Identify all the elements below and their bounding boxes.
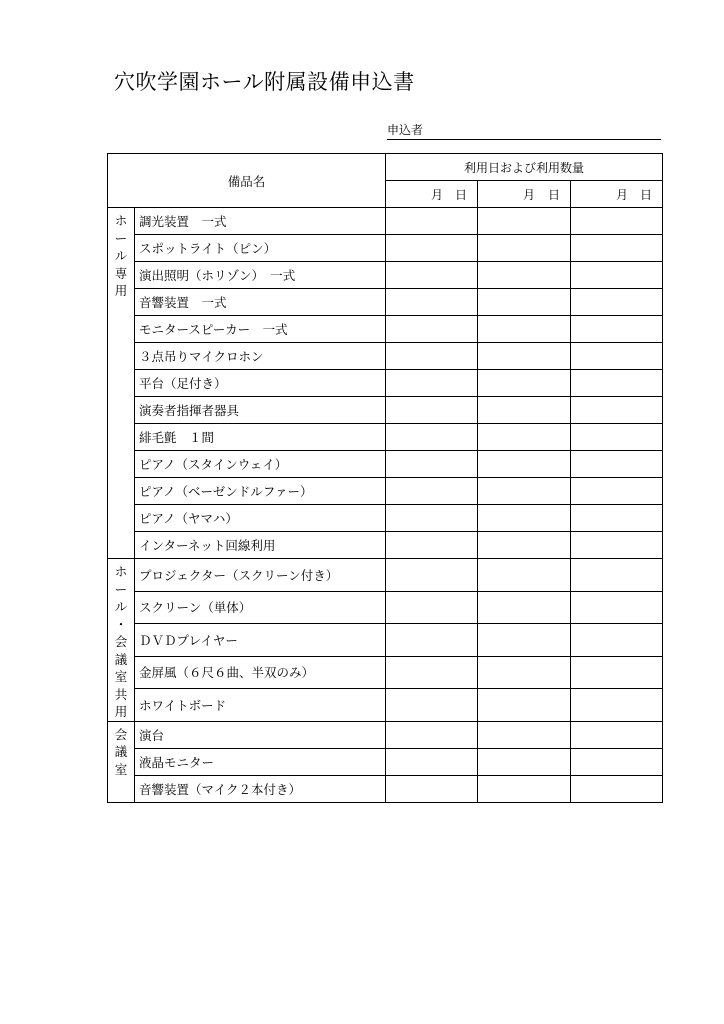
usage-entry-cell[interactable] (571, 624, 663, 657)
usage-entry-cell[interactable] (478, 591, 571, 624)
usage-entry-cell[interactable] (478, 505, 571, 532)
usage-entry-cell[interactable] (386, 721, 478, 748)
usage-entry-cell[interactable] (478, 775, 571, 802)
equipment-item-name: 演奏者指揮者器具 (135, 397, 386, 424)
table-row (108, 370, 663, 397)
usage-entry-cell[interactable] (478, 235, 571, 262)
usage-entry-cell[interactable] (571, 532, 663, 559)
month-label: 月 (523, 187, 536, 202)
usage-entry-cell[interactable] (571, 656, 663, 689)
date-header-cell (386, 181, 478, 208)
usage-entry-cell[interactable] (478, 478, 571, 505)
equipment-item-name: 演台 (135, 721, 386, 748)
table-row (108, 262, 663, 289)
usage-entry-cell[interactable] (386, 424, 478, 451)
usage-entry-cell[interactable] (478, 370, 571, 397)
usage-entry-cell[interactable] (386, 689, 478, 722)
usage-entry-cell[interactable] (571, 559, 663, 592)
equipment-item-name: ピアノ（ベーゼンドルファー） (135, 478, 386, 505)
table-row (108, 775, 663, 802)
equipment-item-name: スクリーン（単体） (135, 591, 386, 624)
usage-entry-cell[interactable] (478, 343, 571, 370)
page-title: 穴吹学園ホール附属設備申込書 (114, 70, 415, 94)
equipment-item-name: ピアノ（スタインウェイ） (135, 451, 386, 478)
equipment-item-name: プロジェクター（スクリーン付き） (135, 559, 386, 592)
usage-entry-cell[interactable] (478, 397, 571, 424)
day-label: 日 (548, 187, 561, 202)
table-row (108, 235, 663, 262)
usage-entry-cell[interactable] (478, 689, 571, 722)
usage-entry-cell[interactable] (571, 478, 663, 505)
usage-entry-cell[interactable] (478, 424, 571, 451)
usage-entry-cell[interactable] (386, 591, 478, 624)
usage-entry-cell[interactable] (386, 235, 478, 262)
equipment-item-name: 音響装置 一式 (135, 289, 386, 316)
usage-entry-cell[interactable] (571, 370, 663, 397)
day-label: 日 (455, 187, 468, 202)
equipment-table (107, 153, 663, 803)
usage-entry-cell[interactable] (571, 289, 663, 316)
usage-entry-cell[interactable] (571, 451, 663, 478)
usage-entry-cell[interactable] (386, 370, 478, 397)
applicant-field[interactable] (387, 123, 661, 140)
equipment-item-name: インターネット回線利用 (135, 532, 386, 559)
table-row (108, 208, 663, 235)
usage-entry-cell[interactable] (571, 689, 663, 722)
group-label: ホ ー ル ・ 会 議 室 共 用 (114, 564, 128, 719)
usage-entry-cell[interactable] (386, 343, 478, 370)
usage-entry-cell[interactable] (571, 721, 663, 748)
usage-entry-cell[interactable] (386, 775, 478, 802)
date-header-cell (571, 181, 663, 208)
equipment-item-name: 緋毛氈 １間 (135, 424, 386, 451)
equipment-item-name: 平台（足付き） (135, 370, 386, 397)
date-header-cell (478, 181, 571, 208)
equipment-item-name: 演出照明（ホリゾン） 一式 (135, 262, 386, 289)
table-row (108, 397, 663, 424)
usage-entry-cell[interactable] (478, 532, 571, 559)
equipment-item-name: 金屏風（６尺６曲、半双のみ） (135, 656, 386, 689)
group-label: ホ ー ル 専 用 (114, 213, 128, 298)
usage-entry-cell[interactable] (478, 721, 571, 748)
usage-entry-cell[interactable] (386, 289, 478, 316)
table-row (108, 478, 663, 505)
equipment-item-name: ３点吊りマイクロホン (135, 343, 386, 370)
usage-entry-cell[interactable] (386, 397, 478, 424)
usage-entry-cell[interactable] (478, 559, 571, 592)
equipment-item-name: ピアノ（ヤマハ） (135, 505, 386, 532)
equipment-item-name: ＤＶＤプレイヤー (135, 624, 386, 657)
table-row (108, 624, 663, 657)
equipment-item-name: スポットライト（ピン） (135, 235, 386, 262)
equipment-item-name: 液晶モニター (135, 748, 386, 775)
month-label: 月 (616, 187, 629, 202)
usage-entry-cell[interactable] (386, 208, 478, 235)
table-row (108, 505, 663, 532)
usage-entry-cell[interactable] (386, 505, 478, 532)
month-label: 月 (431, 187, 444, 202)
group-label-cell (108, 559, 135, 722)
table-row (108, 424, 663, 451)
group-label: 会 議 室 (114, 726, 128, 777)
equipment-item-name: 調光装置 一式 (135, 208, 386, 235)
usage-entry-cell[interactable] (478, 262, 571, 289)
usage-entry-cell[interactable] (478, 748, 571, 775)
usage-entry-cell[interactable] (571, 424, 663, 451)
usage-entry-cell[interactable] (571, 316, 663, 343)
equipment-item-name: モニタースピーカー 一式 (135, 316, 386, 343)
table-row (108, 316, 663, 343)
table-row (108, 689, 663, 722)
usage-entry-cell[interactable] (386, 451, 478, 478)
usage-entry-cell[interactable] (478, 316, 571, 343)
usage-entry-cell[interactable] (571, 208, 663, 235)
usage-entry-cell[interactable] (571, 505, 663, 532)
table-row (108, 289, 663, 316)
usage-entry-cell[interactable] (478, 656, 571, 689)
usage-entry-cell[interactable] (571, 591, 663, 624)
day-label: 日 (640, 187, 653, 202)
group-label-cell (108, 208, 135, 559)
usage-entry-cell[interactable] (571, 775, 663, 802)
usage-entry-cell[interactable] (386, 478, 478, 505)
group-label-cell (108, 721, 135, 802)
usage-entry-cell[interactable] (386, 532, 478, 559)
table-row (108, 532, 663, 559)
usage-entry-cell[interactable] (571, 397, 663, 424)
table-row (108, 591, 663, 624)
table-row (108, 451, 663, 478)
usage-entry-cell[interactable] (386, 316, 478, 343)
header-equipment-name: 備品名 (108, 154, 386, 208)
equipment-item-name: 音響装置（マイク２本付き） (135, 775, 386, 802)
usage-entry-cell[interactable] (478, 208, 571, 235)
usage-entry-cell[interactable] (386, 748, 478, 775)
usage-entry-cell[interactable] (571, 748, 663, 775)
usage-entry-cell[interactable] (478, 624, 571, 657)
table-row (108, 656, 663, 689)
table-row (108, 721, 663, 748)
usage-entry-cell[interactable] (571, 343, 663, 370)
table-row (108, 748, 663, 775)
equipment-item-name: ホワイトボード (135, 689, 386, 722)
applicant-label: 申込者 (387, 123, 424, 137)
usage-entry-cell[interactable] (386, 559, 478, 592)
usage-entry-cell[interactable] (478, 451, 571, 478)
usage-entry-cell[interactable] (571, 235, 663, 262)
table-row (108, 559, 663, 592)
usage-entry-cell[interactable] (386, 656, 478, 689)
usage-entry-cell[interactable] (386, 624, 478, 657)
header-usage: 利用日および利用数量 (386, 154, 663, 181)
usage-entry-cell[interactable] (386, 262, 478, 289)
usage-entry-cell[interactable] (571, 262, 663, 289)
table-row (108, 343, 663, 370)
usage-entry-cell[interactable] (478, 289, 571, 316)
